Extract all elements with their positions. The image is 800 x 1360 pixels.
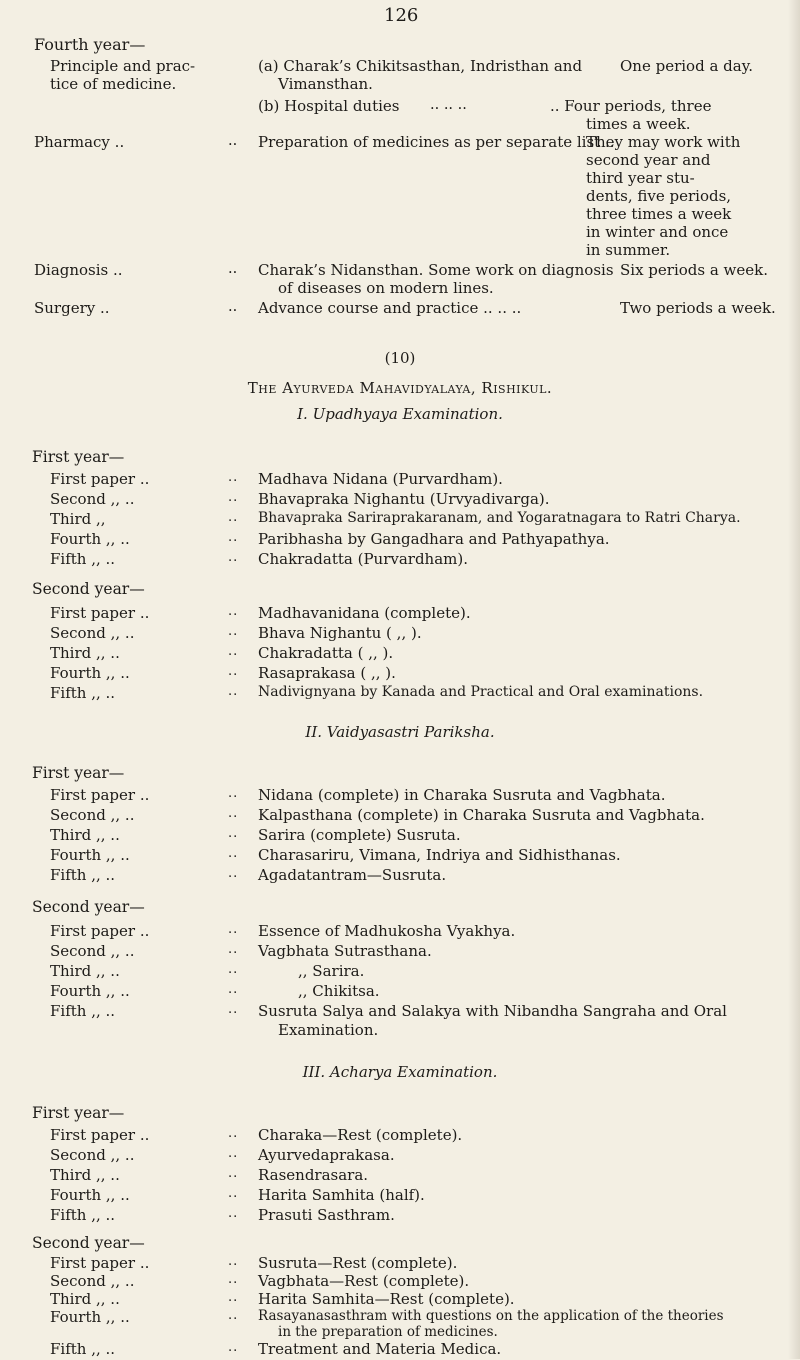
leader-dots: .. [228, 826, 239, 841]
leader-dots: .. [228, 644, 239, 659]
paper-label: Fifth ,, .. [50, 550, 116, 568]
leader-dots: .. [228, 922, 239, 937]
scan-edge-shadow [788, 0, 800, 1359]
paper-label: Fifth ,, .. [50, 866, 116, 884]
subject-text: Bhava Nighantu ( ,, ). [258, 624, 422, 642]
list-item [0, 644, 800, 664]
subject-text: Harita Samhita (half). [258, 1186, 425, 1204]
subsection-upadhyaya: I. Upadhyaya Examination. [297, 405, 503, 423]
pharmacy-time-4: dents, five periods, [586, 187, 732, 205]
practice-b-time-cont: times a week. [586, 115, 691, 133]
list-item [0, 942, 800, 962]
subject-text: Rasayanasasthram with questions on the application of the theories [258, 1308, 724, 1324]
top-heading: Fourth year— [34, 35, 146, 54]
paper-label: Second ,, .. [50, 1146, 135, 1164]
paper-label: Second ,, .. [50, 942, 135, 960]
paper-label: First paper .. [50, 1254, 150, 1272]
subject-text: Madhava Nidana (Purvardham). [258, 470, 503, 488]
subject-text: Agadatantram—Susruta. [258, 866, 447, 884]
paper-label: Fourth ,, .. [50, 846, 130, 864]
surgery-time: Two periods a week. [620, 299, 776, 317]
practice-b-dots: .. .. .. [430, 97, 467, 113]
leader-dots: .. [228, 1146, 239, 1161]
list-item [0, 604, 800, 624]
list-item [0, 1290, 800, 1310]
pharmacy-dots: .. [228, 133, 238, 149]
list-item [0, 1340, 800, 1360]
subject-text: Bhavapraka Nighantu (Urvyadivarga). [258, 490, 550, 508]
subject-text: Paribhasha by Gangadhara and Pathyapathya. [258, 530, 610, 548]
leader-dots: .. [228, 1340, 239, 1355]
paper-label: Third ,, .. [50, 1166, 120, 1184]
paper-label: Third ,, .. [50, 962, 120, 980]
practice-a-text-cont: Vimansthan. [278, 75, 373, 93]
practice-label: Principle and prac- [50, 57, 196, 75]
paper-label: First paper .. [50, 786, 150, 804]
leader-dots: .. [228, 550, 239, 565]
subject-text: Charasariru, Vimana, Indriya and Sidhisthanas. [258, 846, 621, 864]
leader-dots: .. [228, 1206, 239, 1221]
paper-label: First paper .. [50, 604, 150, 622]
subject-text: Vagbhata—Rest (complete). [258, 1272, 470, 1290]
group-heading: First year— [32, 764, 125, 782]
practice-b-text: (b) Hospital duties [258, 97, 400, 115]
paper-label: Fourth ,, .. [50, 530, 130, 548]
group-heading: First year— [32, 1104, 125, 1122]
subject-text: Prasuti Sasthram. [258, 1206, 395, 1224]
pharmacy-time-7: in summer. [586, 241, 671, 259]
paper-label: Second ,, .. [50, 806, 135, 824]
list-item [0, 1254, 800, 1274]
leader-dots: .. [228, 1126, 239, 1141]
leader-dots: .. [228, 982, 239, 997]
pharmacy-time-5: three times a week [586, 205, 732, 223]
leader-dots: .. [228, 1186, 239, 1201]
paper-label: Third ,, .. [50, 826, 120, 844]
paper-label: Fourth ,, .. [50, 1308, 130, 1326]
list-item [0, 1126, 800, 1146]
paper-label: Third ,, .. [50, 1290, 120, 1308]
paper-label: Second ,, .. [50, 624, 135, 642]
subject-text: Vagbhata Sutrasthana. [258, 942, 432, 960]
list-item [0, 470, 800, 490]
list-item [0, 962, 800, 982]
leader-dots: .. [228, 664, 239, 679]
paper-label: Third ,, [50, 510, 106, 528]
list-item [0, 624, 800, 644]
surgery-dots: .. [228, 299, 238, 315]
diagnosis-time: Six periods a week. [620, 261, 769, 279]
paper-label: Fifth ,, .. [50, 1206, 116, 1224]
subject-text: Essence of Madhukosha Vyakhya. [258, 922, 516, 940]
subject-text: Chakradatta ( ,, ). [258, 644, 394, 662]
leader-dots: .. [228, 1272, 239, 1287]
subject-text: ,, Sarira. [298, 962, 365, 980]
leader-dots: .. [228, 786, 239, 801]
leader-dots: .. [228, 806, 239, 821]
list-item [0, 846, 800, 866]
paper-label: First paper .. [50, 1126, 150, 1144]
paper-label: Fourth ,, .. [50, 982, 130, 1000]
surgery-label: Surgery .. [34, 299, 110, 317]
pharmacy-text: Preparation of medicines as per separate list .. [258, 133, 615, 151]
subject-text: ,, Chikitsa. [298, 982, 380, 1000]
list-item [0, 530, 800, 550]
group-heading: Second year— [32, 898, 145, 916]
subject-text: Ayurvedaprakasa. [258, 1146, 395, 1164]
paper-label: First paper .. [50, 470, 150, 488]
subject-text: Rasendrasara. [258, 1166, 369, 1184]
subject-text: Treatment and Materia Medica. [258, 1340, 502, 1358]
leader-dots: .. [228, 866, 239, 881]
leader-dots: .. [228, 1290, 239, 1305]
leader-dots: .. [228, 1002, 239, 1017]
page-number: 126 [384, 5, 419, 26]
leader-dots: .. [228, 604, 239, 619]
diagnosis-text: Charak’s Nidansthan. Some work on diagnosis [258, 261, 614, 279]
list-item [0, 1272, 800, 1292]
paper-label: Fourth ,, .. [50, 1186, 130, 1204]
list-item [0, 806, 800, 826]
paper-label: Fourth ,, .. [50, 664, 130, 682]
leader-dots: .. [228, 490, 239, 505]
paper-label: Fifth ,, .. [50, 684, 116, 702]
list-item [0, 490, 800, 510]
subject-text: Kalpasthana (complete) in Charaka Susruta and Vagbhata. [258, 806, 705, 824]
paper-label: Fifth ,, .. [50, 1002, 116, 1020]
paper-label: First paper .. [50, 922, 150, 940]
leader-dots: .. [228, 962, 239, 977]
subsection-vaidyasastri: II. Vaidyasastri Pariksha. [305, 723, 495, 741]
subject-text: Susruta—Rest (complete). [258, 1254, 458, 1272]
group-heading: Second year— [32, 1234, 145, 1252]
surgery-text: Advance course and practice .. .. .. [258, 299, 522, 317]
pharmacy-time-3: third year stu- [586, 169, 695, 187]
leader-dots: .. [228, 530, 239, 545]
diagnosis-dots: .. [228, 261, 238, 277]
subsection-acharya: III. Acharya Examination. [302, 1063, 498, 1081]
subject-text: Nidana (complete) in Charaka Susruta and Vagbhata. [258, 786, 666, 804]
practice-a-time: One period a day. [620, 57, 753, 75]
subject-text-cont: in the preparation of medicines. [278, 1324, 498, 1340]
practice-a-text: (a) Charak’s Chikitsasthan, Indristhan and [258, 57, 583, 75]
practice-b-time: .. Four periods, three [550, 97, 712, 115]
list-item [0, 510, 800, 530]
list-item [0, 1146, 800, 1166]
paper-label: Third ,, .. [50, 644, 120, 662]
section-title: The Ayurveda Mahavidyalaya, Rishikul. [247, 379, 553, 397]
subject-text: Harita Samhita—Rest (complete). [258, 1290, 515, 1308]
list-item [0, 786, 800, 806]
leader-dots: .. [228, 684, 239, 699]
subject-text: Madhavanidana (complete). [258, 604, 471, 622]
leader-dots: .. [228, 470, 239, 485]
subject-text: Chakradatta (Purvardham). [258, 550, 469, 568]
subject-text: Susruta Salya and Salakya with Nibandha Sangraha and Oral [258, 1002, 727, 1020]
diagnosis-text-cont: of diseases on modern lines. [278, 279, 494, 297]
list-item [0, 922, 800, 942]
group-heading: Second year— [32, 580, 145, 598]
list-item [0, 1166, 800, 1186]
group-heading: First year— [32, 448, 125, 466]
subject-text: Charaka—Rest (complete). [258, 1126, 463, 1144]
leader-dots: .. [228, 942, 239, 957]
subject-text: Bhavapraka Sariraprakaranam, and Yogaratnagara to Ratri Charya. [258, 510, 741, 526]
leader-dots: .. [228, 510, 239, 525]
diagnosis-label: Diagnosis .. [34, 261, 123, 279]
list-item [0, 550, 800, 570]
subject-text-cont: Examination. [278, 1021, 379, 1039]
pharmacy-time-1: They may work with [586, 133, 741, 151]
list-item [0, 982, 800, 1002]
list-item [0, 826, 800, 846]
list-item [0, 1206, 800, 1226]
pharmacy-time-6: in winter and once [586, 223, 729, 241]
list-item [0, 664, 800, 684]
list-item [0, 1002, 800, 1022]
practice-label-cont: tice of medicine. [50, 75, 177, 93]
list-item [0, 1186, 800, 1206]
leader-dots: .. [228, 1254, 239, 1269]
list-item [0, 866, 800, 886]
leader-dots: .. [228, 1308, 239, 1323]
subject-text: Nadivignyana by Kanada and Practical and Oral examinations. [258, 684, 704, 700]
paper-label: Fifth ,, .. [50, 1340, 116, 1358]
subject-text: Rasaprakasa ( ,, ). [258, 664, 396, 682]
leader-dots: .. [228, 624, 239, 639]
paper-label: Second ,, .. [50, 490, 135, 508]
leader-dots: .. [228, 846, 239, 861]
leader-dots: .. [228, 1166, 239, 1181]
section-number: (10) [384, 349, 416, 367]
pharmacy-label: Pharmacy .. [34, 133, 125, 151]
pharmacy-time-2: second year and [586, 151, 711, 169]
list-item [0, 684, 800, 704]
paper-label: Second ,, .. [50, 1272, 135, 1290]
subject-text: Sarira (complete) Susruta. [258, 826, 461, 844]
